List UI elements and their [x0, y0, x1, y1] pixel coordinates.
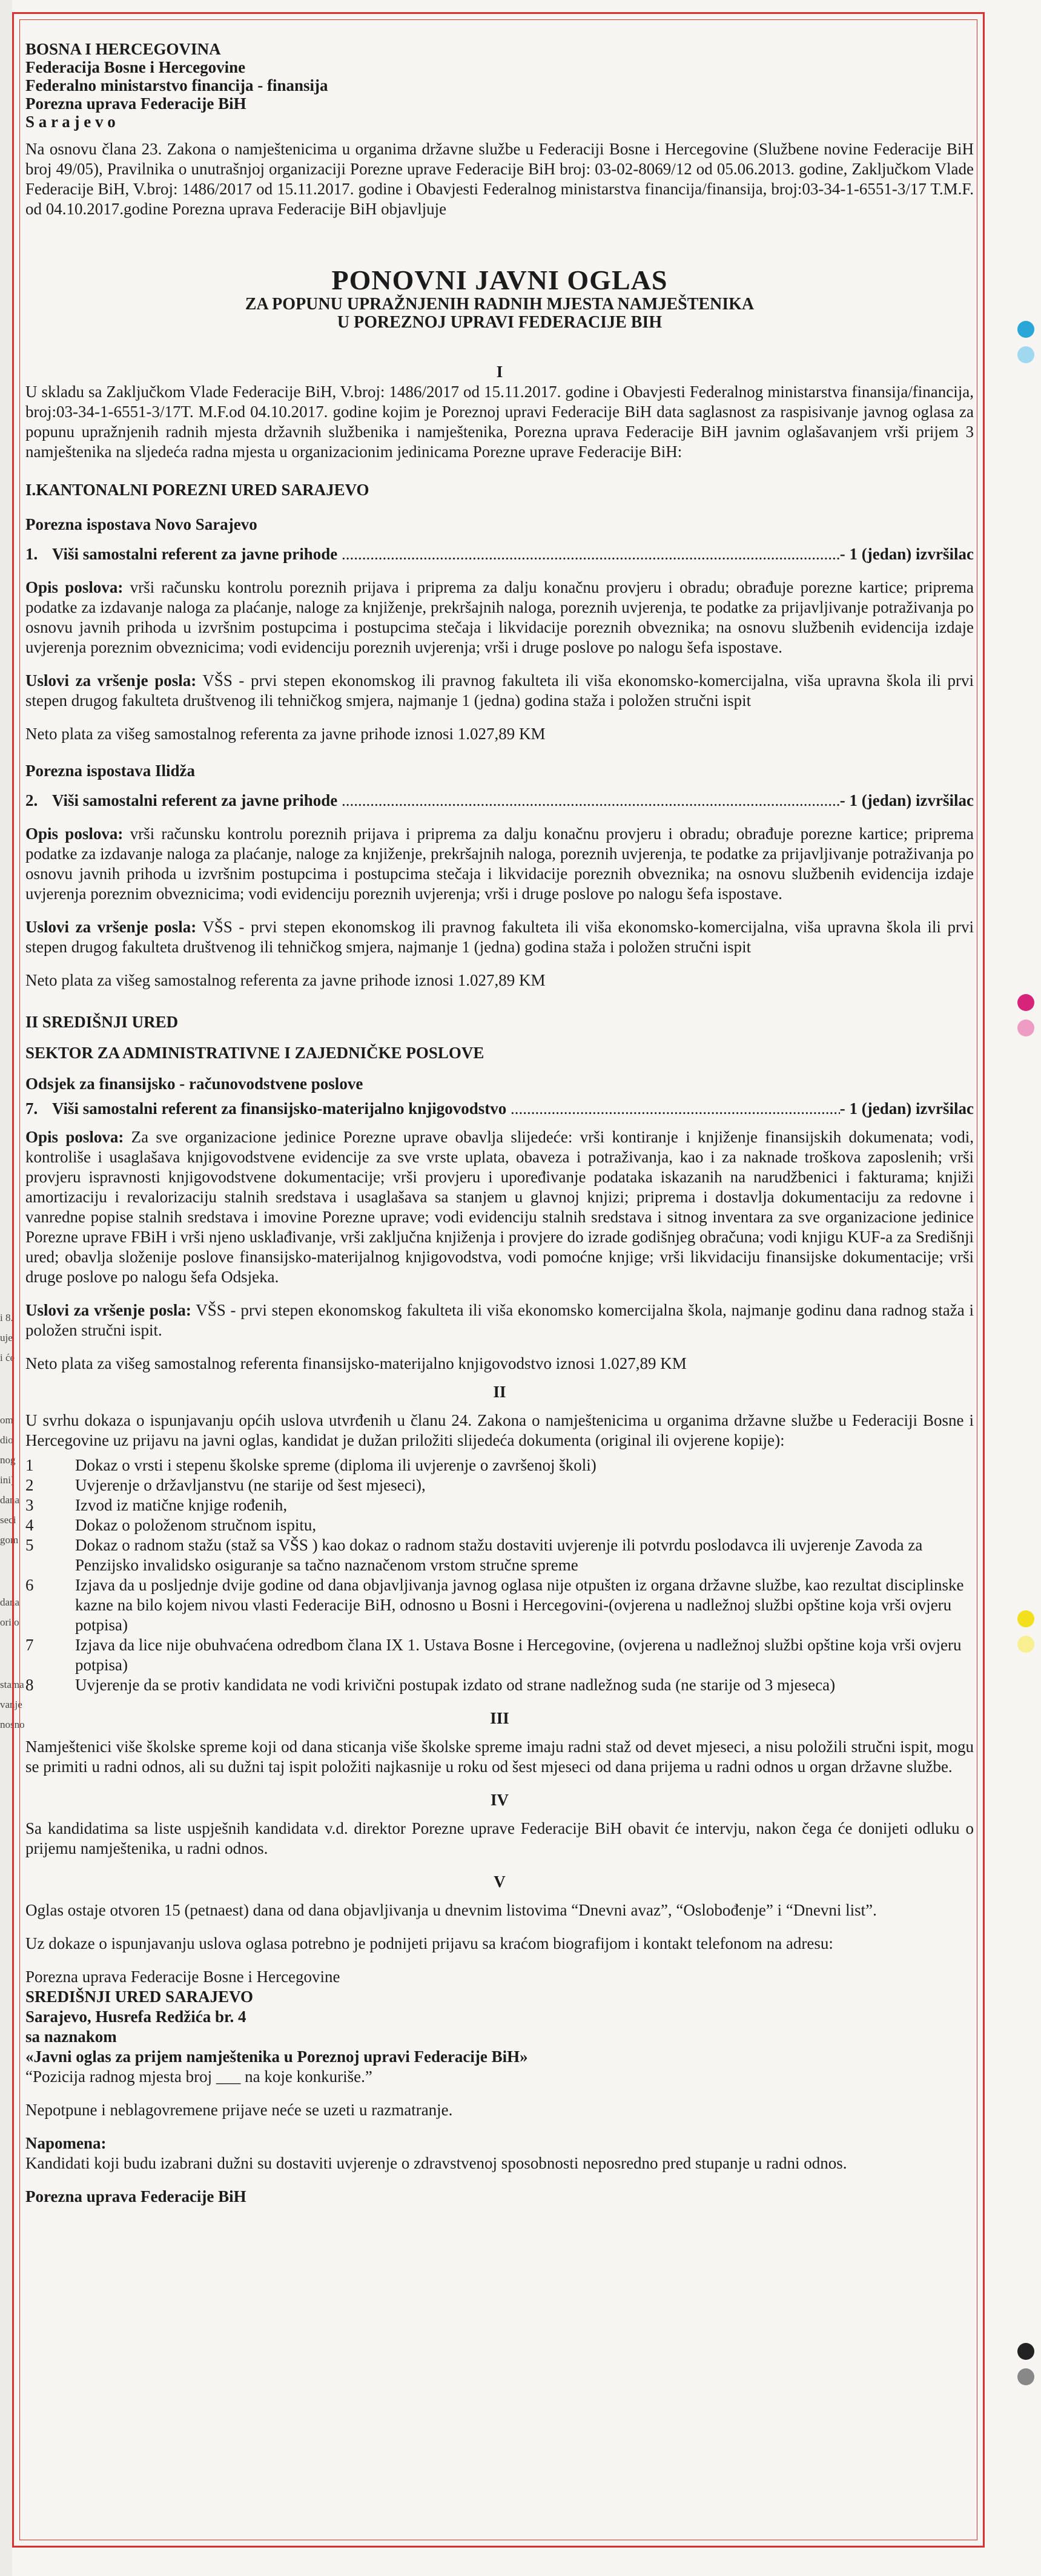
section-numeral: III	[490, 1709, 509, 1727]
duties-label: Opis poslova:	[25, 578, 124, 596]
central-office-heading: II SREDIŠNJI URED	[25, 1013, 179, 1031]
section-4-text: Sa kandidatima sa liste uspješnih kandidata v.d. direktor Porezne uprave Federacije BiH obavit će intervju, nakon čega će donijeti odluku o prijemu namještenika, u radni odnos.	[25, 1819, 974, 1857]
gutter-fragment: ori o	[0, 1616, 19, 1628]
position-count: - 1 (jedan) izvršilac	[839, 545, 974, 563]
ad-subtitle-line: ZA POPUNU UPRAŽNJENIH RADNIH MJESTA NAMJEŠTENIKA	[245, 295, 755, 314]
office-heading: Porezna ispostava Novo Sarajevo	[25, 515, 257, 533]
document-number: 3	[25, 1496, 34, 1514]
requirements-text: VŠS - prvi stepen ekonomskog ili pravnog fakulteta ili viša ekonomsko-komercijalna, viša upravna škola ili prvi stepen drugog fakulteta društvenog ili tehničkog smjera, najmanje 1 (jedna) godina staža i položen stručni ispit	[25, 671, 974, 710]
section-numeral: V	[494, 1873, 506, 1891]
document-number: 5	[25, 1536, 34, 1554]
duties-text: Za sve organizacione jedinice Porezne uprave obavlja slijedeće: vrši kontiranje i knjiženje finansijskih dokumenata; vodi, kontroliše i usaglašava knjigovodstvene evidencije za sve vrste uplata, obaveza i potraživanja, kao i za naknade troškova zaposlenih; vrši provjeru ispravnosti knjigovodstvene dokumentacije; vrši provjeru i upoređivanje podataka iskazanih na narudžbenici i fakturama; knjiži amortizaciju i revalorizaciju stalnih sredstava i usaglašava sa stanjem u glavnoj knjizi; priprema i dostavlja dokumentaciju za redovne i vanredne popise stalnih sredstava i imovine Porezne uprave; vodi evidenciju stalnih sredstava i sitnog inventara za sve organizacione jedinice Porezne uprave FBiH i vrši njeno usklađivanje, vrši zaključna knjiženja i provjere do izrade godišnjeg obračuna; vodi knjigu KUF-a za Središnji ured; obavlja složenije poslove finansijsko-materijalnog knjigovodstva, vodi pomoćne knjige; vrši likvidaciju finansijske dokumentacije; vrši druge poslove po nalogu šefa Odsjeka.	[25, 1128, 974, 1286]
document-item	[25, 1535, 974, 1575]
magenta-registration-dot	[1017, 994, 1034, 1011]
requirements-label: Uslovi za vršenje posla:	[25, 918, 197, 936]
requirements-text: VŠS - prvi stepen ekonomskog fakulteta ili viša ekonomsko komercijalna škola, najmanje godinu dana radnog staža i položen stručni ispit.	[25, 1301, 974, 1339]
yellow-registration-dot	[1017, 1610, 1034, 1627]
document-text: Izjava da u posljednje dvije godine od dana objavljivanja javnog oglasa nije otpušten iz organa državne službe, kao rezultat disciplinske kazne na bilo kojem nivou vlasti Federacije BiH, odnosno u Bosni i Hercegovini-(ovjerena u nadležnoj službi opštine koja vrši ovjeru potpisa)	[75, 1576, 964, 1634]
yellow-registration-dot-light	[1017, 1636, 1034, 1653]
header-line: Federacija Bosne i Hercegovine	[25, 58, 246, 76]
magenta-registration-dot-light	[1017, 1020, 1034, 1036]
document-text: Uvjerenje o državljanstvu (ne starije od šest mjeseci),	[75, 1476, 426, 1494]
requirements-paragraph	[25, 1300, 974, 1340]
gutter-fragment: dio	[0, 1434, 13, 1446]
header-line: Porezna uprava Federacije BiH	[25, 94, 246, 113]
note-label: Napomena:	[25, 2134, 107, 2152]
address-line: Porezna uprava Federacije Bosne i Hercegovine	[25, 1968, 340, 1986]
section-numeral: II	[493, 1383, 506, 1401]
signature: Porezna uprava Federacije BiH	[25, 2187, 246, 2205]
document-number: 2	[25, 1476, 34, 1494]
document-item	[25, 1515, 974, 1535]
left-gutter	[0, 0, 25, 2576]
cyan-registration-dot-light	[1017, 346, 1034, 363]
address-line: “Pozicija radnog mjesta broj ___ na koje konkuriše.”	[25, 2067, 372, 2086]
section-numeral: IV	[490, 1791, 509, 1809]
salary-line: Neto plata za višeg samostalnog referenta finansijsko-materijalno knjigovodstvo iznosi 1.027,89 KM	[25, 1354, 687, 1372]
document-number: 8	[25, 1676, 34, 1694]
document-text: Dokaz o radnom stažu (staž sa VŠS ) kao dokaz o radnom stažu dostaviti uvjerenje ili potvrdu poslodavca ili uvjerenje Zavoda za Penzijsko invalidsko osiguranje sa tačno naznačenom vrstom stručne spreme	[75, 1536, 923, 1574]
duties-paragraph	[25, 1127, 974, 1287]
duties-text: vrši računsku kontrolu poreznih prijava i priprema za dalju konačnu provjeru i obradu; obrađuje porezne kartice; priprema podatke za izdavanje naloga za plaćanje, naloge za knjiženje, prekršajnih naloga, poreznih uvjerenja, te podatke za prijavljivanje potraživanja po osnovu javnih prihoda u izvršnim postupcima i postupcima stečaja i likvidacije poreznih obveznika; na osnovu službenih evidencija izdaje uvjerenja poreznim obveznicima; vodi evidenciju poreznih uvjerenja; vrši i druge poslove po nalogu šefa ispostave.	[25, 578, 974, 656]
black-registration-dot	[1017, 2343, 1034, 2360]
document-item	[25, 1475, 974, 1495]
section-5-text: Oglas ostaje otvoren 15 (petnaest) dana od dana objavljivanja u dnevnim listovima “Dnevni avaz”, “Oslobođenje” i “Dnevni list”.	[25, 1901, 877, 1919]
requirements-paragraph	[25, 671, 974, 711]
gutter-fragment: nosno	[0, 1719, 25, 1730]
duties-label: Opis poslova:	[25, 1128, 124, 1146]
unit-heading: I.KANTONALNI POREZNI URED SARAJEVO	[25, 481, 369, 499]
department-heading: Odsjek za finansijsko - računovodstvene poslove	[25, 1075, 363, 1093]
header-line: Federalno ministarstvo financija - finansija	[25, 76, 328, 94]
document-text: Izjava da lice nije obuhvaćena odredbom člana IX 1. Ustava Bosne i Hercegovine, (ovjerena u nadležnoj službi opštine koja vrši ovjeru potpisa)	[75, 1636, 962, 1674]
gutter-fragment: dana	[0, 1494, 20, 1506]
document-text: Izvod iz matične knjige rođenih,	[75, 1496, 288, 1514]
position-title-row	[25, 791, 974, 811]
duties-label: Opis poslova:	[25, 825, 124, 843]
document-item	[25, 1495, 974, 1515]
office-heading: Porezna ispostava Ilidža	[25, 762, 196, 780]
gutter-fragments	[0, 1308, 25, 1734]
document-text: Dokaz o položenom stručnom ispitu,	[75, 1516, 317, 1534]
requirements-text: VŠS - prvi stepen ekonomskog ili pravnog fakulteta ili viša ekonomsko-komercijalna, viša upravna škola ili prvi stepen drugog fakulteta društvenog ili tehničkog smjera, najmanje 1 (jedna) godina staža i položen stručni ispit	[25, 918, 974, 956]
position-count: - 1 (jedan) izvršilac	[839, 1099, 974, 1118]
ad-content	[25, 40, 974, 2207]
salary-line: Neto plata za višeg samostalnog referenta za javne prihode iznosi 1.027,89 KM	[25, 725, 546, 743]
gutter-fragment: nog	[0, 1454, 16, 1466]
ad-title: PONOVNI JAVNI OGLAS	[331, 265, 668, 295]
document-number: 7	[25, 1636, 34, 1654]
cyan-registration-dot	[1017, 321, 1034, 338]
position-number: 7.	[25, 1099, 38, 1118]
position-count: - 1 (jedan) izvršilac	[839, 791, 974, 809]
gutter-fragment: dana	[0, 1596, 20, 1608]
document-item	[25, 1455, 974, 1475]
gutter-fragment: vanje	[0, 1699, 22, 1710]
documents-list	[25, 1455, 974, 1695]
address-line: «Javni oglas za prijem namještenika u Poreznoj upravi Federacije BiH»	[25, 2047, 528, 2066]
gutter-fragment: gom	[0, 1534, 19, 1546]
salary-line: Neto plata za višeg samostalnog referenta za javne prihode iznosi 1.027,89 KM	[25, 971, 546, 989]
section-numeral: I	[496, 363, 503, 381]
intro-paragraph: Na osnovu člana 23. Zakona o namještenicima u organima državne službe u Federaciji Bosne i Hercegovine (Službene novine Federacije BiH broj 49/05), Pravilnika o unutrašnjoj organizaciji Porezne uprave Federacije BiH broj: 03-02-8069/12 od 05.06.2013. godine, Zaključkom Vlade Federacije BiH, V.broj: 1486/2017 od 15.11.2017. godine i Obavjesti Federalnog ministarstva financija/finansija, broj:03-34-1-6551-3/17 T.M.F. od 04.10.2017.godine Porezna uprava Federacije BiH objavljuje	[25, 140, 974, 218]
position-name: Viši samostalni referent za javne prihode .....	[52, 544, 840, 564]
position-title-row	[25, 544, 974, 564]
address-line: sa naznakom	[25, 2028, 117, 2046]
position-name: Viši samostalni referent za finansijsko-materijalno knjigovodstvo .....	[52, 1099, 840, 1119]
gutter-fragment: i će	[0, 1352, 15, 1363]
duties-paragraph	[25, 824, 974, 904]
document-item	[25, 1635, 974, 1675]
duties-text: vrši računsku kontrolu poreznih prijava i priprema za dalju konačnu provjeru i obradu; obrađuje porezne kartice; priprema podatke za izdavanje naloga za plaćanje, naloge za knjiženje, prekršajnih naloga, poreznih uvjerenja, te podatke za prijavljivanje potraživanja po osnovu javnih prihoda u izvršnim postupcima i postupcima stečaja i likvidacije poreznih obveznika; na osnovu službenih evidencija izdaje uvjerenja poreznim obveznicima; vodi evidenciju poreznih uvjerenja; vrši i druge poslove po nalogu šefa ispostave.	[25, 825, 974, 903]
position-title-row	[25, 1099, 974, 1119]
gutter-fragment: om	[0, 1414, 13, 1426]
position-name: Viši samostalni referent za javne prihode .....	[52, 791, 840, 811]
document-item	[25, 1575, 974, 1635]
gutter-fragment: i 8.	[0, 1312, 13, 1323]
sector-heading: SEKTOR ZA ADMINISTRATIVNE I ZAJEDNIČKE POSLOVE	[25, 1044, 484, 1062]
document-item	[25, 1675, 974, 1695]
section-2-text: U svrhu dokaza o ispunjavanju općih uslova utvrđenih u članu 24. Zakona o namještenicima u organima državne službe u Federaciji Bosne i Hercegovine uz prijavu na javni oglas, kandidat je dužan priložiti slijedeća dokumenta (original ili ovjerene kopije):	[25, 1411, 974, 1449]
duties-paragraph	[25, 578, 974, 657]
document-number: 4	[25, 1516, 34, 1534]
document-number: 6	[25, 1576, 34, 1594]
document-text: Dokaz o vrsti i stepenu školske spreme (diploma ili uvjerenje o završenoj školi)	[75, 1456, 597, 1474]
address-line: SREDIŠNJI URED SARAJEVO	[25, 1988, 254, 2006]
issuer-header	[25, 40, 974, 131]
requirements-label: Uslovi za vršenje posla:	[25, 1301, 191, 1319]
header-line: S a r a j e v o	[25, 113, 116, 131]
address-block	[25, 1967, 974, 2087]
document-number: 1	[25, 1456, 34, 1474]
gutter-fragment: seci	[0, 1514, 16, 1526]
address-line: Sarajevo, Husrefa Redžića br. 4	[25, 2008, 246, 2026]
note-text: Kandidati koji budu izabrani dužni su dostaviti uvjerenje o zdravstvenoj sposobnosti neposredno pred stupanje u radni odnos.	[25, 2154, 847, 2172]
document-text: Uvjerenje da se protiv kandidata ne vodi krivični postupak izdato od strane nadležnog suda (ne starije od 3 mjeseca)	[75, 1676, 836, 1694]
gutter-fragment: ini)	[0, 1474, 15, 1486]
section-3-text: Namještenici više školske spreme koji od dana sticanja više školske spreme imaju radni staž od devet mjeseci, a nisu položili stručni ispit, mogu se primiti u radni odnos, ali su dužni taj ispit položiti najkasnije u roku od šest mjeseci od dana prijema u radni odnos u organ državne službe.	[25, 1738, 974, 1776]
requirements-label: Uslovi za vršenje posla:	[25, 671, 197, 690]
gutter-fragment: uje	[0, 1332, 13, 1343]
incomplete-applications-note: Nepotpune i neblagovremene prijave neće se uzeti u razmatranje.	[25, 2101, 453, 2119]
header-line: BOSNA I HERCEGOVINA	[25, 40, 221, 58]
requirements-paragraph	[25, 917, 974, 957]
gutter-fragment: stama	[0, 1679, 24, 1690]
application-instructions: Uz dokaze o ispunjavanju uslova oglasa potrebno je podnijeti prijavu sa kraćom biografijom i kontakt telefonom na adresu:	[25, 1934, 833, 1952]
position-number: 1.	[25, 545, 38, 563]
section-1-text: U skladu sa Zaključkom Vlade Federacije BiH, V.broj: 1486/2017 od 15.11.2017. godine i Obavjesti Federalnog ministarstva finansija/financija, broj:03-34-1-6551-3/17T. M.F.od 04.10.2017. godine kojim je Poreznoj upravi Federacije BiH data saglasnost za raspisivanje javnog oglasa za popunu upražnjenih radnih mjesta državnih službenika i namještenika, Porezna uprava Federacije BiH javnim oglašavanjem vrši prijem 3 namještenika na sljedeća radna mjesta u organizacionim jedinicama Porezne uprave Federacije BiH:	[25, 383, 974, 461]
position-number: 2.	[25, 791, 38, 809]
ad-subtitle-line: U POREZNOJ UPRAVI FEDERACIJE BIH	[337, 313, 663, 332]
black-registration-dot-light	[1017, 2368, 1034, 2385]
